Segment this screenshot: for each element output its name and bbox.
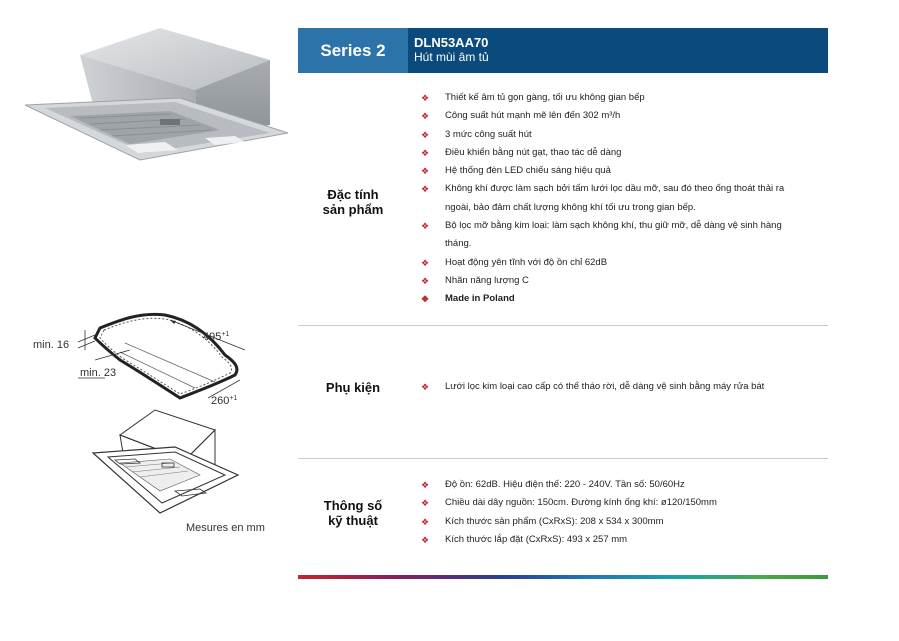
cutout-dimension-drawing xyxy=(30,300,270,410)
model-cell xyxy=(408,28,828,73)
accessories-section xyxy=(298,326,828,458)
measure-note: Mesures en mm xyxy=(186,522,265,534)
series-label: Series 2 xyxy=(298,28,408,73)
diamond-bullet-icon: ❖ xyxy=(421,294,430,305)
list-item: ❖ Chiều dài dây nguồn: 150cm. Đường kính ống khí: ø120/150mm xyxy=(418,494,823,512)
list-item: ❖ Kích thước lắp đặt (CxRxS): 493 x 257 mm xyxy=(418,531,823,549)
diamond-bullet-icon: ❖ xyxy=(421,480,430,490)
diamond-bullet-icon: ❖ xyxy=(421,93,430,103)
list-item: ❖ Hệ thống đèn LED chiếu sáng hiệu quả xyxy=(418,162,823,180)
features-label-line2: sản phẩm xyxy=(322,202,384,217)
diamond-bullet-icon: ❖ xyxy=(421,257,430,268)
list-item: ❖ Lưới lọc kim loại cao cấp có thể tháo rời, dễ dàng vệ sinh bằng máy rửa bát xyxy=(418,378,823,396)
features-list xyxy=(418,89,823,309)
footer-color-bar xyxy=(298,575,828,579)
dim-depth-label: $260^{+1}$ xyxy=(211,395,238,407)
dim-width-label: $495^{+1}$ xyxy=(203,331,230,343)
list-item-continuation: ngoài, bảo đảm chất lượng không khí tối ưu trong gian bếp. xyxy=(445,201,696,213)
diamond-bullet-icon: ❖ xyxy=(421,147,430,158)
diamond-bullet-icon: ❖ xyxy=(421,129,430,140)
diamond-bullet-icon: ❖ xyxy=(421,166,430,177)
list-item: ❖ Made in Poland xyxy=(418,290,823,308)
features-label xyxy=(298,187,408,217)
list-item: ❖ Kích thước sản phẩm (CxRxS): 208 x 534 x 300mm xyxy=(418,513,823,531)
list-item: ❖ Công suất hút mạnh mẽ lên đến 302 m³/h xyxy=(418,107,823,125)
specs-section xyxy=(298,459,828,574)
diamond-bullet-icon: ❖ xyxy=(421,111,430,122)
hood-line-sketch xyxy=(90,405,240,520)
list-item: ❖ Điều khiển bằng nút gạt, thao tác dễ dàng xyxy=(418,144,823,162)
features-section xyxy=(298,73,828,325)
specs-label xyxy=(298,498,408,528)
diamond-bullet-icon: ❖ xyxy=(421,221,430,232)
dim-min16-label: min. 16 xyxy=(33,339,70,351)
diamond-bullet-icon: ❖ xyxy=(421,498,430,509)
list-item-continuation: tháng. xyxy=(445,238,472,250)
specs-label-line1: Thông số xyxy=(323,498,383,513)
specs-list xyxy=(418,476,823,549)
diamond-bullet-icon: ❖ xyxy=(421,516,430,527)
accessories-list xyxy=(418,378,823,396)
accessories-label: Phụ kiện xyxy=(325,380,381,395)
diamond-bullet-icon: ❖ xyxy=(421,382,430,392)
list-item: ❖ Độ ồn: 62dB. Hiệu điện thế: 220 - 240V. Tần số: 50/60Hz xyxy=(418,476,823,494)
dim-min23-label: min. 23 xyxy=(80,367,117,379)
model-code: DLN53AA70 xyxy=(414,35,489,50)
list-item: ❖ Thiết kế âm tủ gọn gàng, tối ưu không gian bếp xyxy=(418,89,823,107)
product-imagery xyxy=(0,0,296,641)
product-header xyxy=(298,28,828,73)
list-item: ❖ 3 mức công suất hút xyxy=(418,126,823,144)
model-type: Hút mùi âm tủ xyxy=(414,50,489,64)
features-label-line1: Đặc tính xyxy=(327,187,379,202)
list-item: ❖ Không khí được làm sạch bởi tấm lưới lọc dầu mỡ, sau đó theo ống thoát thải ra xyxy=(418,180,823,198)
list-item: ❖ Nhãn năng lượng C xyxy=(418,272,823,290)
list-item: ❖ Bộ lọc mỡ bằng kim loại: làm sạch không khí, thu giữ mỡ, dễ dàng vệ sinh hàng xyxy=(418,217,823,235)
specs-label-line2: kỹ thuật xyxy=(328,513,378,528)
diamond-bullet-icon: ❖ xyxy=(421,534,430,545)
hood-product-photo xyxy=(20,20,290,170)
list-item: ❖ Hoạt động yên tĩnh với độ ồn chỉ 62dB xyxy=(418,254,823,272)
diamond-bullet-icon: ❖ xyxy=(421,184,430,195)
diamond-bullet-icon: ❖ xyxy=(421,275,430,286)
